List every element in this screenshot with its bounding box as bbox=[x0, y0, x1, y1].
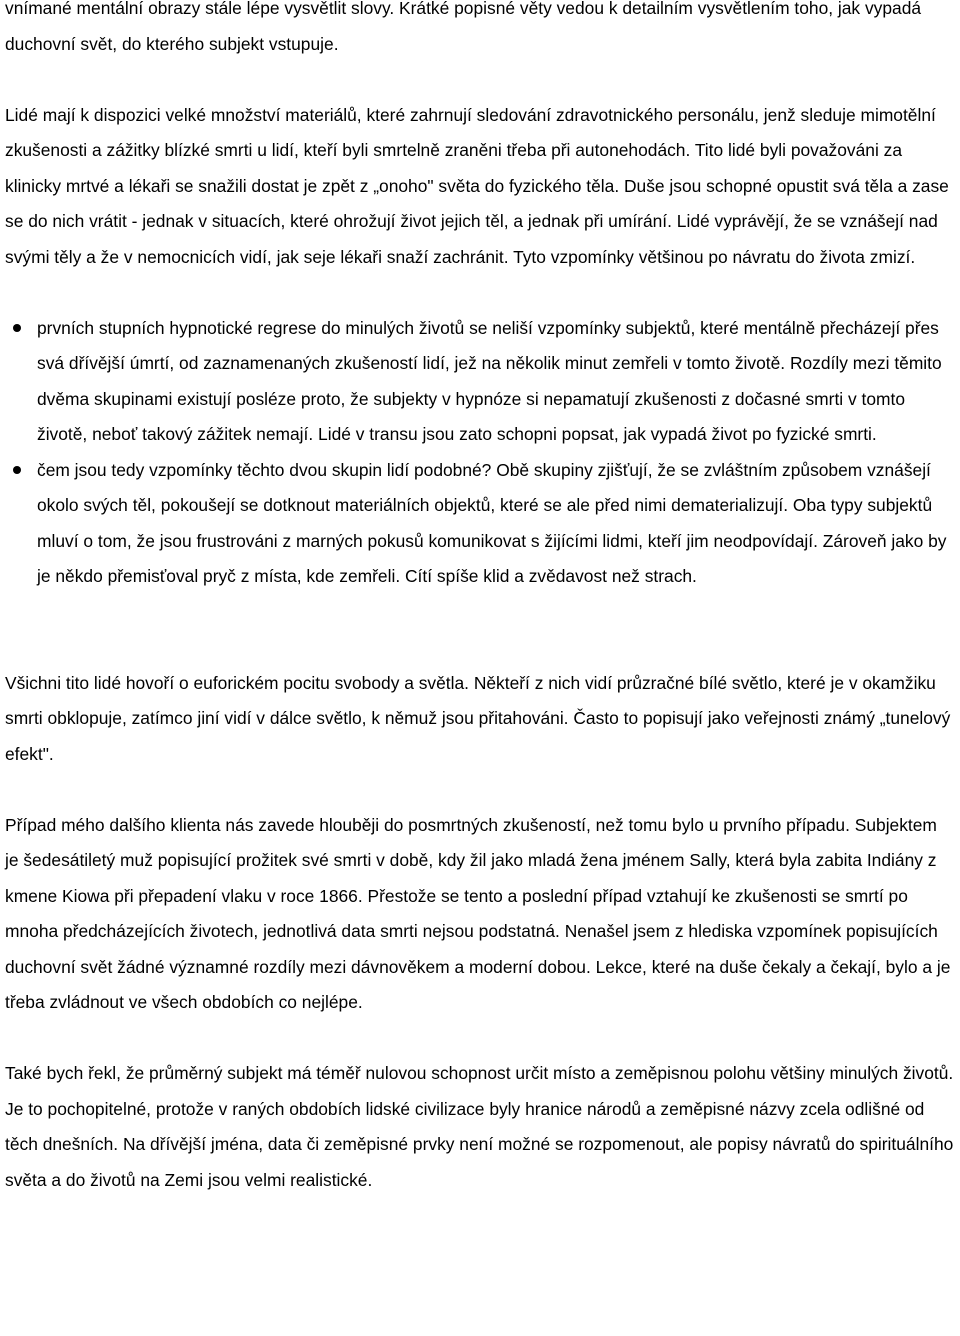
bullet-text: čem jsou tedy vzpomínky těchto dvou skupin lidí podobné? Obě skupiny zjišťují, že se zvláštním způsobem vznášejí okolo svých těl, pokoušejí se dotknout materiálních objektů, které se ale před nimi dematerializují. Oba typy subjektů mluví o tom, že jsou frustrováni z marných pokusů komunikovat s žijícími lidmi, kteří jim neodpovídají. Zároveň jako by je někdo přemisťoval pryč z místa, kde zemřeli. Cítí spíše klid a zvědavost než strach. bbox=[37, 459, 947, 586]
paragraph-gap bbox=[5, 595, 955, 631]
paragraph-gap bbox=[5, 275, 955, 311]
paragraph-gap bbox=[5, 772, 955, 808]
paragraph-gap bbox=[5, 1021, 955, 1057]
paragraph-gap bbox=[5, 62, 955, 98]
paragraph-euphoria: Všichni tito lidé hovoří o euforickém pocitu svobody a světla. Někteří z nich vidí průzračné bílé světlo, které je v okamžiku smrti obklopuje, zatímco jiní vidí v dálce světlo, k němuž jsou přitahováni. Často to popisují jako veřejnosti známý „tunelový efekt". bbox=[5, 672, 951, 764]
bullet-icon bbox=[13, 466, 21, 474]
paragraph-gap bbox=[5, 630, 955, 666]
paragraph-intro: vnímané mentální obrazy stále lépe vysvětlit slovy. Krátké popisné věty vedou k detailním vysvětlením toho, jak vypadá duchovní svět, do kterého subjekt vstupuje. bbox=[5, 0, 922, 54]
bullet-text: prvních stupních hypnotické regrese do minulých životů se neliší vzpomínky subjektů, které mentálně přecházejí přes svá dřívější úmrtí, od zaznamenaných zkušeností lidí, jež na několik minut zemřeli v tomto životě. Rozdíly mezi těmito dvěma skupinami existují posléze proto, že subjekty v hypnóze si nepamatují zkušenosti z dočasné smrti v tomto životě, neboť takový zážitek nemají. Lidé v transu jsou zato schopni popsat, jak vypadá život po fyzické smrti. bbox=[37, 317, 942, 444]
bullet-icon bbox=[13, 324, 21, 332]
bullet-item bbox=[5, 453, 955, 595]
paragraph-near-death: Lidé mají k dispozici velké množství materiálů, které zahrnují sledování zdravotnického personálu, jenž sleduje mimotělní zkušenosti a zážitky blízké smrti u lidí, kteří byli smrtelně zraněni třeba při autonehodách. Tito lidé byli považováni za klinicky mrtvé a lékaři se snažili dostat je zpět z „onoho" světa do fyzického těla. Duše jsou schopné opustit svá těla a zase se do nich vrátit - jednak v situacích, které ohrožují život jejich těl, a jednak při umírání. Lidé vyprávějí, že se vznášejí nad svými těly a že v nemocnicích vidí, jak seje lékaři snaží zachránit. Tyto vzpomínky většinou po návratu do života zmizí. bbox=[5, 104, 949, 267]
bullet-item bbox=[5, 311, 955, 453]
paragraph-case: Případ mého dalšího klienta nás zavede hlouběji do posmrtných zkušeností, než tomu bylo u prvního případu. Subjektem je šedesátiletý muž popisující prožitek své smrti v době, kdy žil jako mladá žena jménem Sally, která byla zabita Indiány z kmene Kiowa při přepadení vlaku v roce 1866. Přestože se tento a poslední případ vztahují ke zkušenosti se smrtí po mnoha předcházejících životech, jednotlivá data smrti nejsou podstatná. Nenašel jsem z hlediska vzpomínek popisujících duchovní svět žádné významné rozdíly mezi dávnověkem a moderní dobou. Lekce, které na duše čekaly a čekají, bylo a je třeba zvládnout ve všech obdobích co nejlépe. bbox=[5, 814, 951, 1012]
document-page bbox=[5, 0, 955, 1198]
bullet-list bbox=[5, 311, 955, 595]
paragraph-average-subject: Také bych řekl, že průměrný subjekt má téměř nulovou schopnost určit místo a zeměpisnou polohu většiny minulých životů. Je to pochopitelné, protože v raných obdobích lidské civilizace byly hranice národů a zeměpisné názvy zcela odlišné od těch dnešních. Na dřívější jména, data či zeměpisné prvky není možné se rozpomenout, ale popisy návratů do spirituálního světa a do životů na Zemi jsou velmi realistické. bbox=[5, 1063, 954, 1190]
